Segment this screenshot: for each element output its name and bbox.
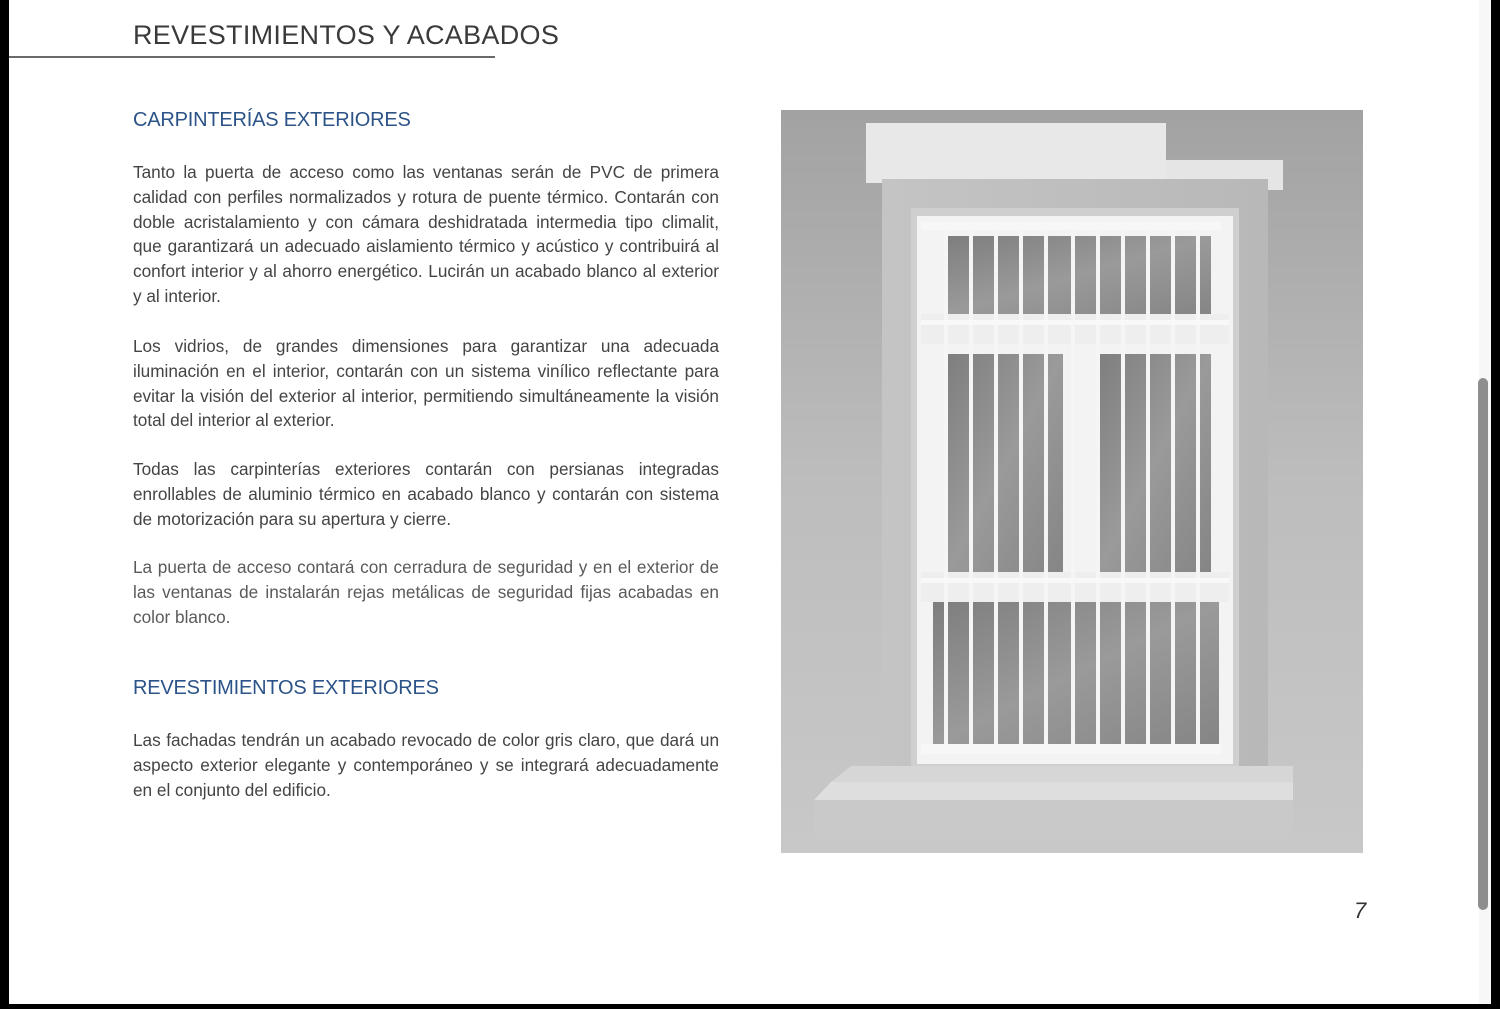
paragraph-carpinterias-1: Tanto la puerta de acceso como las ventanas serán de PVC de primera calidad con perfiles normalizados y rotura de puente térmico. Contarán con doble acristalamiento y con cámara deshidratada intermedia tipo climalit, que garantizará un adecuado aislamiento térmico y acústico y contribuirá al confort interior y al ahorro energético. Lucirán un acabado blanco al exterior y al interior. bbox=[133, 162, 719, 306]
page-title: REVESTIMIENTOS Y ACABADOS bbox=[133, 20, 560, 50]
paragraph-carpinterias-2: Los vidrios, de grandes dimensiones para garantizar una adecuada iluminación en el interior, contarán con un sistema vinílico reflectante para evitar la visión del exterior al interior, permitiendo simultáneamente la visión total del interior al exterior. bbox=[133, 336, 719, 431]
heading-carpinterias-exteriores: CARPINTERÍAS EXTERIORES bbox=[133, 109, 411, 131]
document-page bbox=[9, 0, 1491, 1004]
scrollbar-thumb[interactable] bbox=[1478, 378, 1488, 910]
paragraph-revestimientos-1: Las fachadas tendrán un acabado revocado de color gris claro, que dará un aspecto exterior elegante y contemporáneo y se integrará adecuadamente en el conjunto del edificio. bbox=[133, 730, 719, 800]
page-number: 7 bbox=[1354, 898, 1367, 923]
paragraph-carpinterias-3: Todas las carpinterías exteriores contarán con persianas integradas enrollables de aluminio térmico en acabado blanco y contarán con sistema de motorización para su apertura y cierre. bbox=[133, 459, 719, 529]
paragraph-carpinterias-4: La puerta de acceso contará con cerradura de seguridad y en el exterior de las ventanas de instalarán rejas metálicas de seguridad fijas acabadas en color blanco. bbox=[133, 557, 719, 627]
heading-revestimientos-exteriores: REVESTIMIENTOS EXTERIORES bbox=[133, 677, 439, 699]
window-with-security-bars-icon bbox=[781, 110, 1363, 853]
title-underline bbox=[9, 56, 495, 58]
